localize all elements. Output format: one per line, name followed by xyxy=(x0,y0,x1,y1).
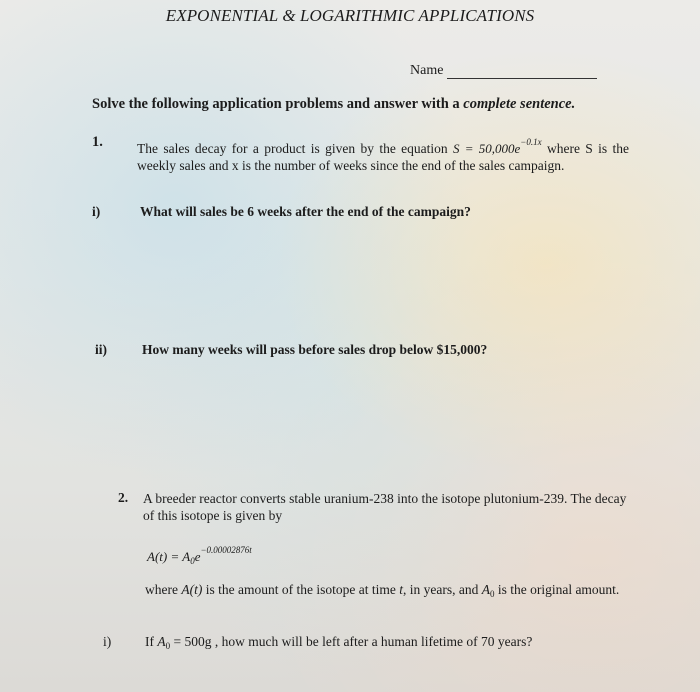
problem-2-where-clause xyxy=(145,581,630,603)
problem-1-part-i-question: What will sales be 6 weeks after the end of the campaign? xyxy=(140,204,471,219)
problem-2-equation-exponent: −0.00002876t xyxy=(200,545,252,555)
problem-1-equation-base: S = 50,000e xyxy=(453,141,521,156)
worksheet-title: EXPONENTIAL & LOGARITHMIC APPLICATIONS xyxy=(165,6,535,25)
where-text-c: , in years, and xyxy=(402,582,482,597)
where-A0-subscript: 0 xyxy=(489,589,495,599)
p2-q-text-a: If xyxy=(145,634,158,649)
problem-1-number: 1. xyxy=(92,134,103,150)
problem-2-equation-base: A(t) = A xyxy=(147,549,191,564)
name-blank-line xyxy=(447,64,597,79)
where-At: A(t) xyxy=(181,582,203,597)
problem-2-statement: A breeder reactor converts stable uranium-238 into the isotope plutonium-239. The decay of this isotope is given by xyxy=(143,491,627,523)
where-text-b: is the amount of the isotope at time xyxy=(202,582,400,597)
problem-2-equation-subscript: 0 xyxy=(190,556,195,566)
p2-q-A-subscript: 0 xyxy=(165,641,171,651)
name-field xyxy=(410,63,597,79)
p2-q-text-b: = 500g , how much will be left after a human lifetime of 70 years? xyxy=(170,634,533,649)
problem-2-equation-e: e xyxy=(194,549,201,564)
problem-1-equation xyxy=(453,137,542,156)
problem-1-equation-exponent: −0.1x xyxy=(520,137,542,147)
p2-q-A: A xyxy=(157,634,166,649)
instructions-text: Solve the following application problems and answer with a xyxy=(92,96,464,112)
problem-1-text-b: where S is the weekly sales and x is the number of weeks since the end of the sales campaign. xyxy=(137,141,630,173)
name-label: Name xyxy=(410,63,444,78)
problem-2-part-i-question xyxy=(145,634,532,651)
problem-2-equation xyxy=(147,545,252,566)
problem-2-number: 2. xyxy=(118,490,129,505)
instructions xyxy=(92,96,575,113)
instructions-emphasis: complete sentence. xyxy=(463,96,576,112)
where-A0: A xyxy=(481,582,490,597)
problem-1-part-ii-label: ii) xyxy=(95,342,107,357)
where-text-d: is the original amount. xyxy=(494,582,620,597)
problem-1-part-ii-question: How many weeks will pass before sales drop below $15,000? xyxy=(142,342,488,357)
problem-1-statement xyxy=(137,134,629,174)
problem-1-part-i-label: i) xyxy=(92,204,101,219)
problem-2-part-i-label: i) xyxy=(103,634,112,649)
where-text-a: where xyxy=(145,582,182,597)
problem-1-text-a: The sales decay for a product is given by the equation xyxy=(137,141,454,156)
where-t: t xyxy=(399,582,403,597)
